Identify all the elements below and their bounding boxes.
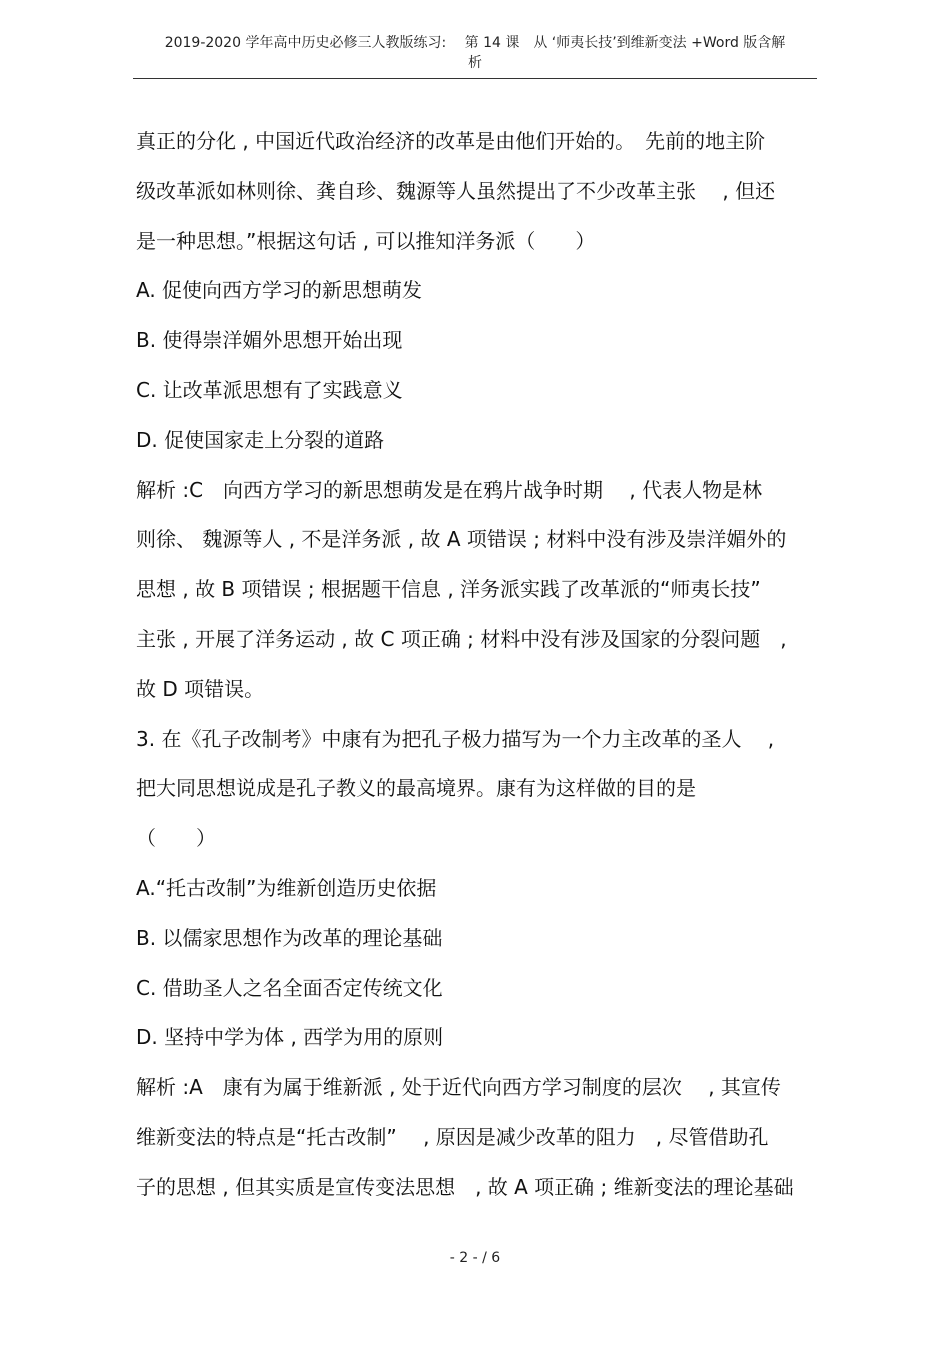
analysis-line: 则徐、 魏源等人 , 不是洋务派 , 故 A 项错误 ; 材料中没有涉及崇洋媚外的 bbox=[136, 527, 787, 552]
header-title-line2: 析 bbox=[468, 55, 482, 71]
analysis-line: 故 D 项错误。 bbox=[136, 676, 265, 701]
option-b: B. 使得崇洋媚外思想开始出现 bbox=[136, 328, 403, 353]
text-line: 真正的分化 , 中国近代政治经济的改革是由他们开始的。 先前的地主阶 bbox=[136, 129, 766, 153]
header-title-line1: 2019-2020 学年高中历史必修三人教版练习: 第 14 课 从 ‘师夷长技’到维新变法 +Word 版含解 bbox=[164, 35, 786, 51]
analysis-line: 解析 :C 向西方学习的新思想萌发是在鸦片战争时期 , 代表人物是林 bbox=[136, 477, 763, 502]
page-header bbox=[133, 33, 817, 73]
option-c: C. 让改革派思想有了实践意义 bbox=[136, 377, 403, 402]
analysis-line: 子的思想 , 但其实质是宣传变法思想 , 故 A 项正确 ; 维新变法的理论基础 bbox=[136, 1174, 794, 1199]
question-stem-end: 是一种思想。”根据这句话 , 可以推知洋务派（ ） bbox=[136, 228, 596, 253]
document-body bbox=[136, 117, 816, 1213]
option-d: D. 坚持中学为体 , 西学为用的原则 bbox=[136, 1025, 444, 1050]
analysis-line: 主张 , 开展了洋务运动 , 故 C 项正确 ; 材料中没有涉及国家的分裂问题 , bbox=[136, 626, 787, 651]
question-3-stem: 把大同思想说成是孔子教义的最高境界。康有为这样做的目的是 bbox=[136, 776, 696, 801]
option-d: D. 促使国家走上分裂的道路 bbox=[136, 427, 385, 452]
page-number: - 2 - / 6 bbox=[449, 1250, 501, 1266]
option-b: B. 以儒家思想作为改革的理论基础 bbox=[136, 925, 443, 950]
header-divider bbox=[133, 78, 817, 79]
question-3-stem: 3. 在《孔子改制考》中康有为把孔子极力描写为一个力主改革的圣人 , bbox=[136, 726, 775, 751]
text-line: 级改革派如林则徐、龚自珍、魏源等人虽然提出了不少改革主张 , 但还 bbox=[136, 178, 776, 203]
option-a: A.“托古改制”为维新创造历史依据 bbox=[136, 875, 437, 900]
option-c: C. 借助圣人之名全面否定传统文化 bbox=[136, 975, 443, 1000]
analysis-line: 维新变法的特点是“托古改制” , 原因是减少改革的阻力 , 尽管借助孔 bbox=[136, 1124, 769, 1149]
analysis-line: 解析 :A 康有为属于维新派 , 处于近代向西方学习制度的层次 , 其宣传 bbox=[136, 1075, 781, 1100]
answer-blank: （ ） bbox=[136, 826, 216, 851]
option-a: A. 促使向西方学习的新思想萌发 bbox=[136, 278, 423, 303]
analysis-line: 思想 , 故 B 项错误 ; 根据题干信息 , 洋务派实践了改革派的“师夷长技” bbox=[136, 577, 761, 602]
